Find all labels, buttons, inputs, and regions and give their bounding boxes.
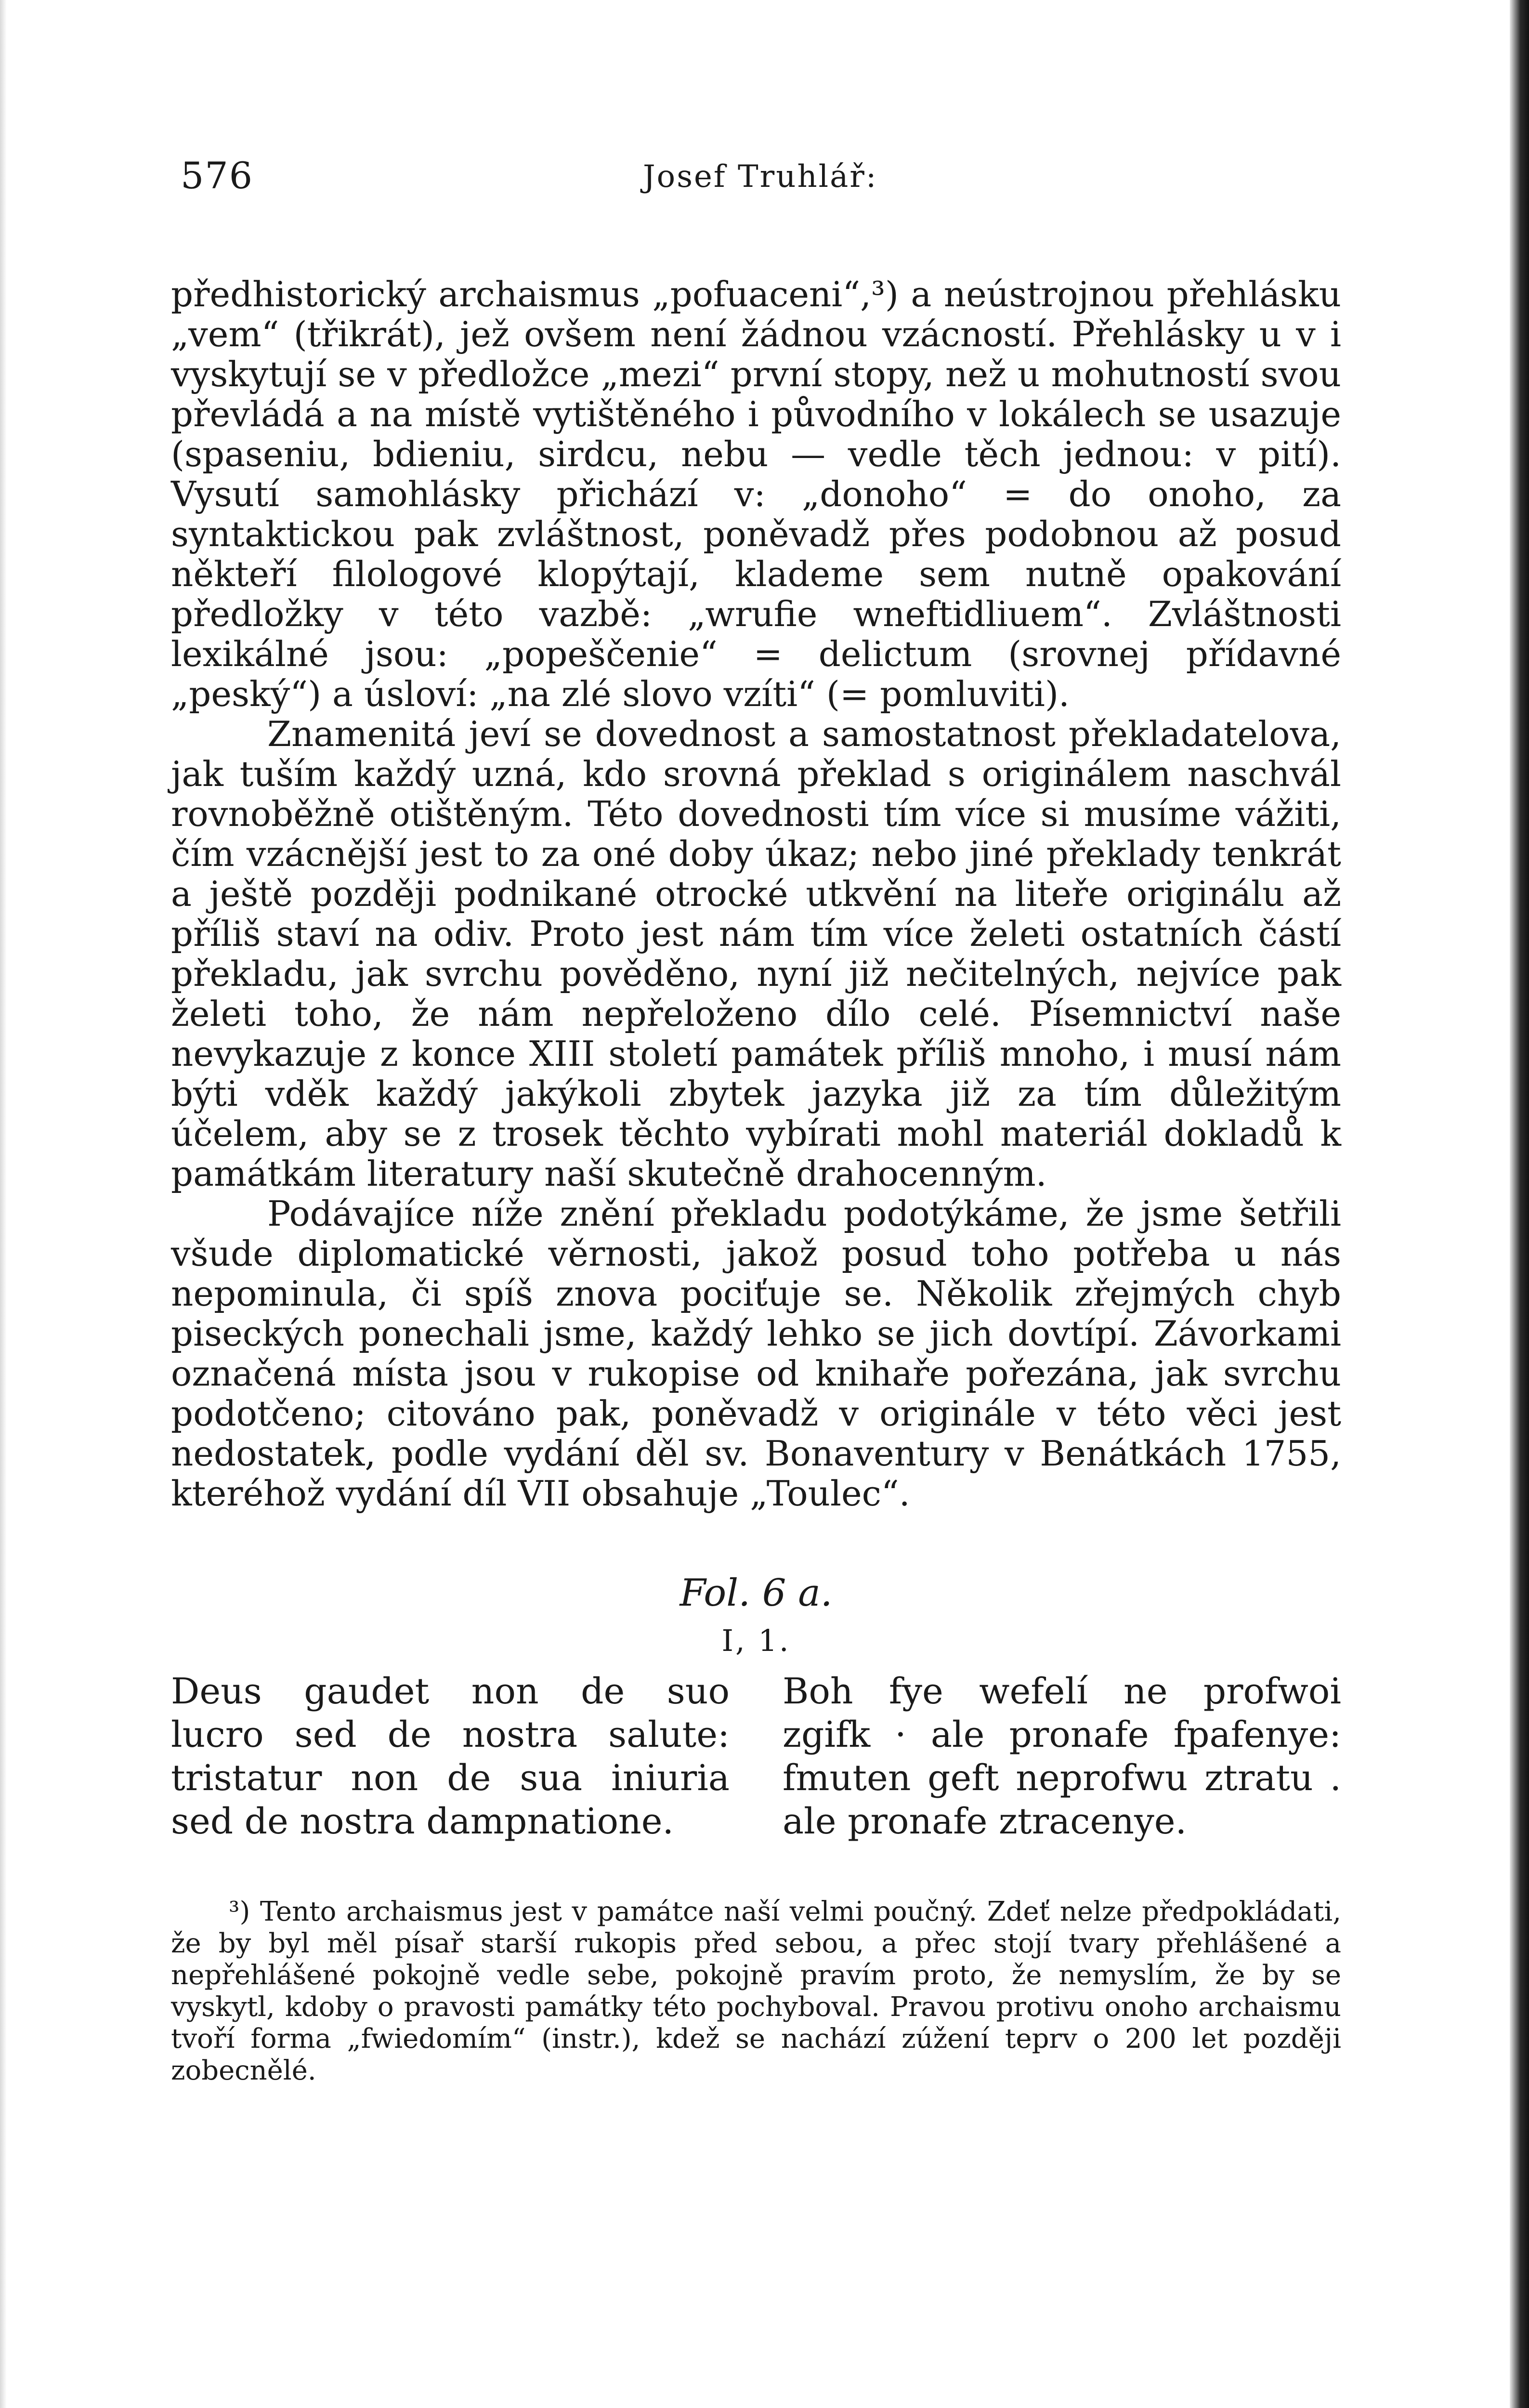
latin-line: Deus gaudet non de suo <box>171 1671 730 1712</box>
parallel-text <box>171 1670 1341 1843</box>
latin-column <box>171 1670 730 1843</box>
running-head: Josef Truhlář: <box>643 159 878 195</box>
section-number: I, 1. <box>721 1623 791 1658</box>
footnote-separator <box>171 1843 1341 1896</box>
body-paragraph-1: předhistorický archaismus „pofuaceni“,³) a neústrojnou přehlásku „vem“ (třikrát), jež ovšem není žádnou vzácností. Přehlásky u v i vyskytují se v předložce „mezi“ první stopy, než u mohutností svou převládá a na místě vytištěného i původního v lokálech se usazuje (spaseniu, bdieniu, sirdcu, nebu — vedle těch jednou: v pití). Vysutí samohlásky přichází v: „donoho“ = do onoho, za syntaktickou pak zvláštnost, poněvadž přes podobnou až posud někteří filologové klopýtají, klademe sem nutně opakování předložky v této vazbě: „wrufie wneftidliuem“. Zvláštnosti lexikálné jsou: „popeščenie“ = delictum (srovnej přídavné „peský“) a úsloví: „na zlé slovo vzíti“ (= pomluviti). <box>171 274 1341 714</box>
page-number: 576 <box>181 154 254 197</box>
footnote-text: Tento archaismus jest v památce naší velmi poučný. Zdeť nelze předpokládati, že by byl měl písař starší rukopis před sebou, a přec stojí tvary přehlášené a nepřehlášené pokojně vedle sebe, pokojně pravím proto, že nemyslím, že by se vyskytl, kdoby o pravosti památky této pochyboval. Pravou protivu onoho archaismu tvoří forma „fwiedomím“ (instr.), kdež se nachází zúžení teprv o 200 let později zobecnělé. <box>171 1896 1341 2086</box>
scan-left-margin <box>0 0 7 2408</box>
scan-binding-edge <box>1510 0 1529 2408</box>
latin-line: lucro sed de nostra salute: <box>171 1714 730 1755</box>
book-page <box>171 154 1341 2087</box>
footnote <box>171 1896 1341 2087</box>
latin-line: tristatur non de sua iniuria <box>171 1757 730 1799</box>
czech-column <box>783 1670 1341 1843</box>
czech-line: Boh fye wefelí ne profwoi <box>783 1671 1341 1712</box>
latin-line: sed de nostra dampnatione. <box>171 1801 674 1842</box>
body-paragraph-2: Znamenitá jeví se dovednost a samostatnost překladatelova, jak tuším každý uzná, kdo srovná překlad s originálem naschvál rovnoběžně otištěným. Této dovednosti tím více si musíme vážiti, čím vzácnější jest to za oné doby úkaz; nebo jiné překlady tenkrát a ještě později podnikané otrocké utkvění na liteře originálu až příliš staví na odiv. Proto jest nám tím více želeti ostatních částí překladu, jak svrchu pověděno, nyní již nečitelných, nejvíce pak želeti toho, že nám nepřeloženo dílo celé. Písemnictví naše nevykazuje z konce XIII století památek příliš mnoho, i musí nám býti vděk každý jakýkoli zbytek jazyka již za tím důležitým účelem, aby se z trosek těchto vybírati mohl materiál dokladů k památkám literatury naší skutečně drahocenným. <box>171 714 1341 1194</box>
page-header <box>171 154 1341 217</box>
body-paragraph-3: Podávajíce níže znění překladu podotýkáme, že jsme šetřili všude diplomatické věrnosti, jakož posud toho potřeba u nás nepominula, či spíš znova pociťuje se. Několik zřejmých chyb piseckých ponechali jsme, každý lehko se jich dovtípí. Závorkami označená místa jsou v rukopise od knihaře pořezána, jak svrchu podotčeno; citováno pak, poněvadž v originále v této věci jest nedostatek, podle vydání děl sv. Bonaventury v Benátkách 1755, kteréhož vydání díl VII obsahuje „Toulec“. <box>171 1193 1341 1514</box>
czech-line: ale pronafe ztracenye. <box>783 1801 1187 1842</box>
footnote-marker: ³) <box>229 1896 250 1927</box>
folio-heading: Fol. 6 a. <box>680 1571 833 1615</box>
czech-line: zgifk · ale pronafe fpafenye: <box>783 1714 1341 1755</box>
czech-line: fmuten geft neprofwu ztratu . <box>783 1757 1341 1799</box>
